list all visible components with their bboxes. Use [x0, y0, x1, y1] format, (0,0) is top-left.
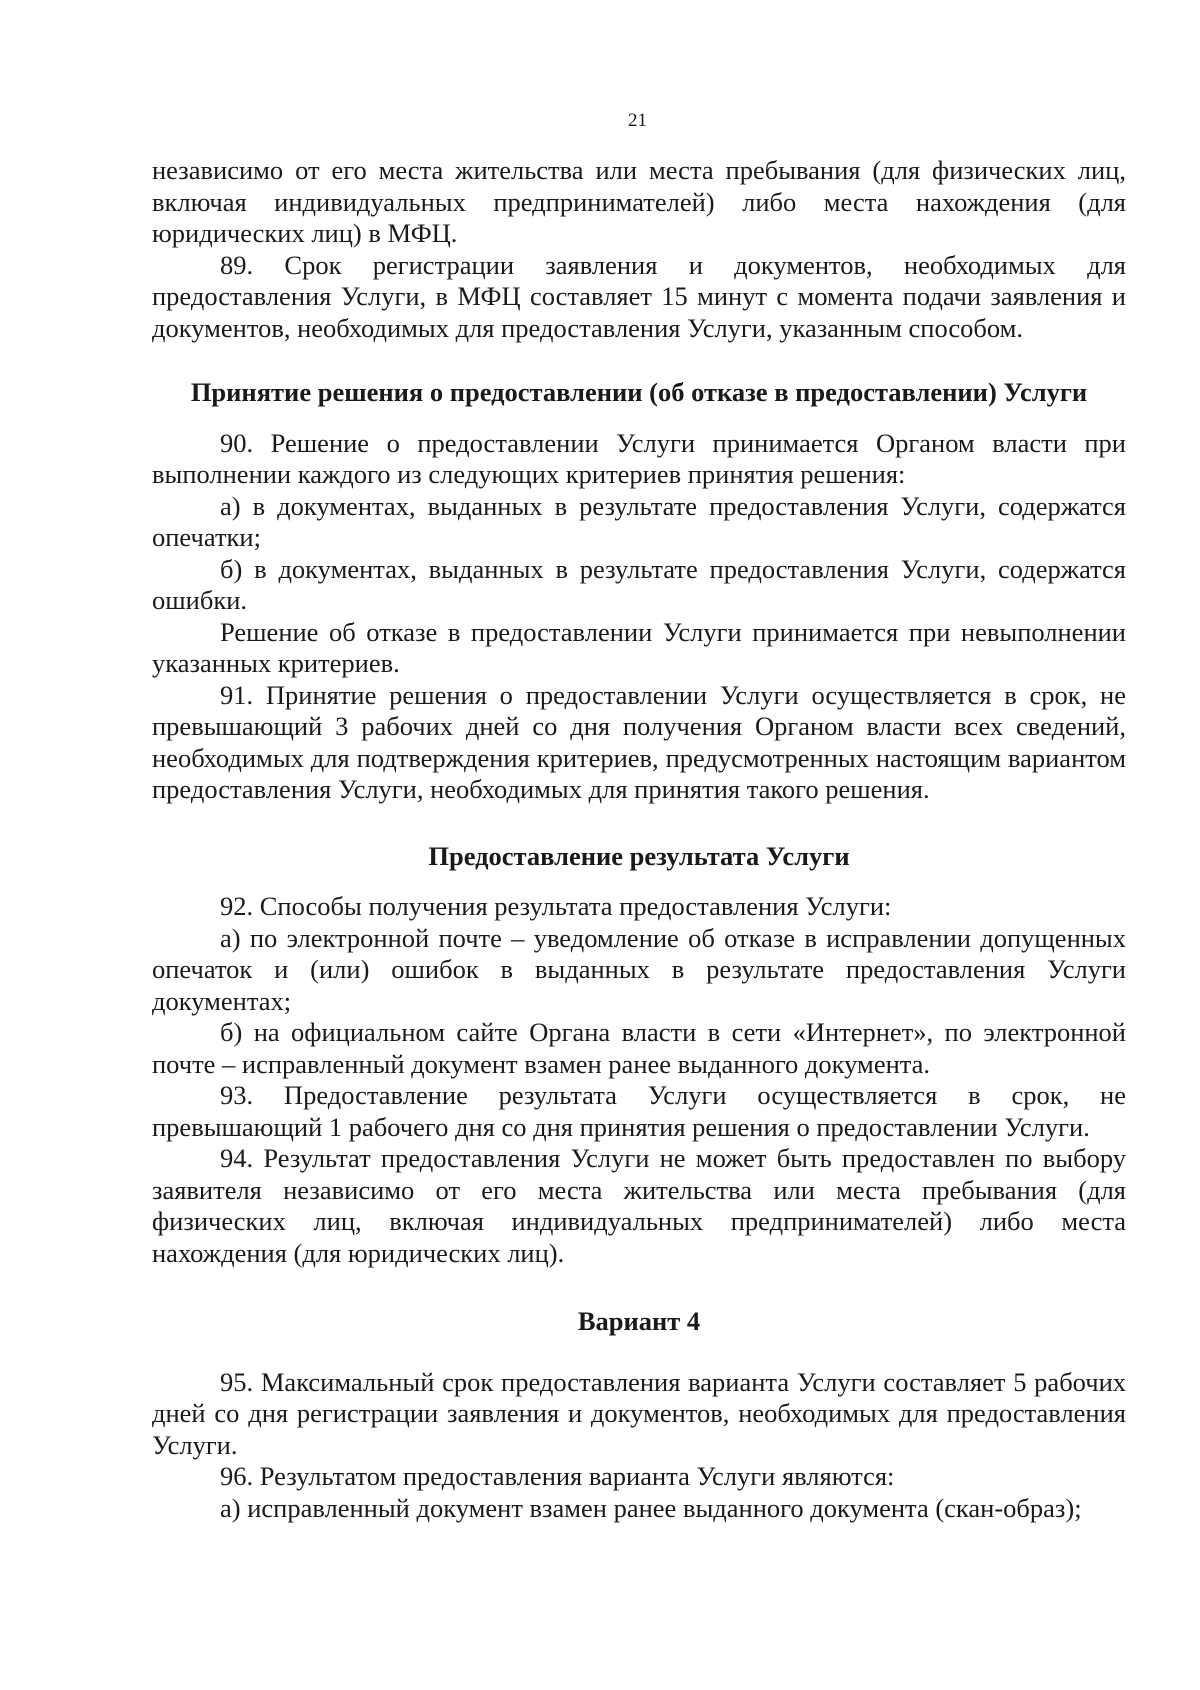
paragraph-91: 91. Принятие решения о предоставлении Услуги осуществляется в срок, не превышающий 3 рабочих дней со дня получения Органом власти всех сведений, необходимых для подтверждения критериев, предусмотренных настоящим вариантом предоставления Услуги, необходимых для принятия такого решения.: [152, 679, 1126, 804]
section-heading-variant-4: Вариант 4: [577, 1306, 701, 1336]
paragraph-95: 95. Максимальный срок предоставления варианта Услуги составляет 5 рабочих дней со дня регистрации заявления и документов, необходимых для предоставления Услуги.: [152, 1366, 1126, 1460]
paragraph-92-a: а) по электронной почте – уведомление об отказе в исправлении допущенных опечаток и (или) ошибок в выданных в результате предоставления Услуги документах;: [152, 922, 1126, 1016]
paragraph-89: 89. Срок регистрации заявления и документов, необходимых для предоставления Услуги, в МФЦ составляет 15 минут с момента подачи заявления и документов, необходимых для предоставления Услуги, указанным способом.: [152, 249, 1126, 343]
paragraph-90-a: а) в документах, выданных в результате предоставления Услуги, содержатся опечатки;: [152, 490, 1126, 552]
document-body: [152, 155, 1126, 1524]
section-heading-decision: Принятие решения о предоставлении (об отказе в предоставлении) Услуги: [190, 377, 1088, 407]
paragraph-refusal: Решение об отказе в предоставлении Услуги принимается при невыполнении указанных критериев.: [152, 616, 1126, 678]
paragraph-continuation: независимо от его места жительства или места пребывания (для физических лиц, включая индивидуальных предпринимателей) либо места нахождения (для юридических лиц) в МФЦ.: [152, 155, 1126, 248]
paragraph-96: 96. Результатом предоставления варианта Услуги являются:: [220, 1461, 895, 1491]
paragraph-92: 92. Способы получения результата предоставления Услуги:: [220, 891, 892, 921]
paragraph-90: 90. Решение о предоставлении Услуги принимается Органом власти при выполнении каждого из следующих критериев принятия решения:: [152, 427, 1126, 489]
paragraph-90-b: б) в документах, выданных в результате предоставления Услуги, содержатся ошибки.: [152, 553, 1126, 615]
page-number: 21: [628, 110, 647, 131]
paragraph-96-a: а) исправленный документ взамен ранее выданного документа (скан-образ);: [220, 1492, 1082, 1523]
paragraph-93: 93. Предоставление результата Услуги осуществляется в срок, не превышающий 1 рабочего дня со дня принятия решения о предоставлении Услуги.: [152, 1080, 1126, 1142]
section-heading-result: Предоставление результата Услуги: [428, 840, 850, 871]
paragraph-92-b: б) на официальном сайте Органа власти в сети «Интернет», по электронной почте – исправленный документ взамен ранее выданного документа.: [152, 1017, 1126, 1079]
paragraph-94: 94. Результат предоставления Услуги не может быть предоставлен по выбору заявителя независимо от его места жительства или места пребывания (для физических лиц, включая индивидуальных предпринимателей) либо места нахождения (для юридических лиц).: [152, 1143, 1126, 1268]
